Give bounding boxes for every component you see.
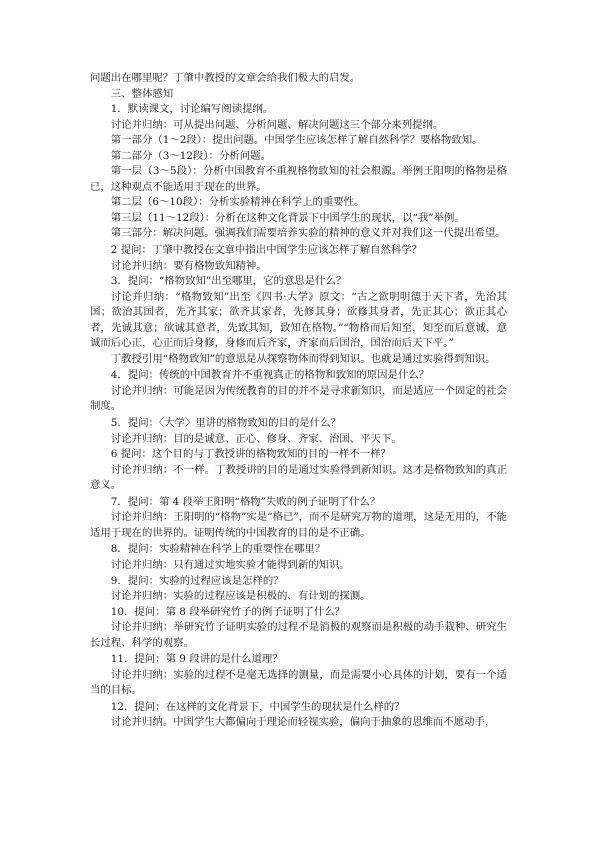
paragraph-question-4: 4．提问：传统的中国教育并不重视真正的格物和致知的原因是什么？ [110,369,430,382]
paragraph-question-7: 7．提问：第 4 段举王阳明“格物”失败的例子证明了什么？ [110,495,381,508]
paragraph-answer-9: 讨论并归纳：实验的过程应该是积极的、有计划的探测。 [110,590,371,603]
document-body [90,71,507,731]
paragraph-answer-11: 讨论并归纳：实验的过程不是毫无选择的测量，而是需要小心具体的计划，要有一个适当的目标。 [90,668,507,697]
paragraph-question-8: 8．提问：实验精神在科学上的重要性在哪里？ [110,543,326,556]
paragraph-layer-three: 第三层（11～12段）：分析在这种文化背景下中国学生的现状，以“我”举例。 [110,211,465,224]
paragraph-question-11: 11．提问：第 9 段讲的是什么道理？ [110,653,283,666]
paragraph-question-6: 6 提问：这个目的与丁教授讲的格物致知的目的一样不一样？ [110,448,391,461]
paragraph-part-three: 第三部分：解决问题。强调我们需要培养实验的精神的意义并对我们这一代提出希望。 [110,227,506,240]
paragraph-part-one: 第一部分（1～2段）：提出问题。中国学生应该怎样了解自然科学？要格物致知。 [110,134,483,147]
paragraph-answer-4: 讨论并归纳：可能是因为传统教育的目的并不是寻求新知识，而是适应一个固定的社会制度。 [90,384,507,413]
paragraph-answer-8: 讨论并归纳：只有通过实地实验才能得到新的知识。 [110,558,350,571]
paragraph-intro: 问题出在哪里呢？丁肇中教授的文章会给我们极大的启发。 [90,72,361,84]
section-heading-overall-perception: 三、整体感知 [110,87,174,100]
paragraph-discussion-1: 讨论并归纳：可从提出问题、分析问题、解决问题这三个部分来列提纲。 [110,118,444,131]
paragraph-answer-2: 讨论并归纳：要有格物致知精神。 [110,259,267,272]
paragraph-part-two: 第二部分（3～12段）：分析问题。 [110,149,271,162]
paragraph-answer-3-continued: 丁教授引用“格物致知”的意思是从探察物体而得到知识。也就是通过实验得到知识。 [110,352,496,365]
paragraph-answer-5: 讨论并归纳：目的是诚意、正心、修身、齐家、治国、平天下。 [110,432,402,445]
paragraph-question-5: 5．提问：〈大学〉里讲的格物致知的目的是什么？ [110,417,341,430]
paragraph-question-9: 9．提问：实验的过程应该是怎样的？ [110,574,284,587]
paragraph-answer-7: 讨论并归纳：王阳明的“格物”实是“格已”，而不是研究万物的道理，这是无用的，不能适用于现在的世界的。证明传统的中国教育的目的是不正确。 [90,511,507,539]
paragraph-question-10: 10．提问：第 8 段举研究竹子的例子证明了什么？ [110,605,346,618]
paragraph-question-3: 3．提问：“格物致知”出至哪里，它的意思是什么？ [110,275,347,288]
paragraph-question-12: 12．提问：在这样的文化背景下，中国学生的现状是什么样的？ [110,700,405,713]
paragraph-answer-12: 讨论并归纳。中国学生大都偏向于理论而轻视实验，偏向于抽象的思维而不愿动手， [110,716,496,729]
paragraph-layer-two: 第二层（6～10段）：分析实验精神在科学上的重要性。 [110,196,365,209]
paragraph-layer-one: 第一层（3～5段）：分析中国教育不重视格物致知的社会根源。举例王阳明的格物是格已，这种观点不能适用于现在的世界。 [90,165,507,193]
paragraph-answer-10: 讨论并归纳：举研究竹子证明实验的过程不是消极的观察而是积极的动手栽种、研究生长过程、科学的观察。 [90,621,507,649]
paragraph-answer-3: 讨论并归纳：“格物致知”出至《四书·大学》原文：“古之欲明明德于天下者，先治其国；欲治其国者，先齐其家；欲齐其家者，先修其身；欲修其身者，先正其心；欲正其心者，先诚其意；欲诚其意者，先致其知，致知在格物。”“物格而后知至，知至而后意诚，意诚而后心正，心正而后身修，身修而后齐家，齐家而后国治，国治而后天下平。” [90,290,507,350]
paragraph-answer-6: 讨论并归纳：不一样。丁教授讲的目的是通过实验得到新知识。这才是格物致知的真正意义。 [90,463,507,492]
paragraph-task-1: 1．默读课文，讨论编写阅读提纲。 [110,103,274,116]
paragraph-question-2: 2 提问：丁肇中教授在文章中指出中国学生应该怎样了解自然科学？ [110,244,423,257]
